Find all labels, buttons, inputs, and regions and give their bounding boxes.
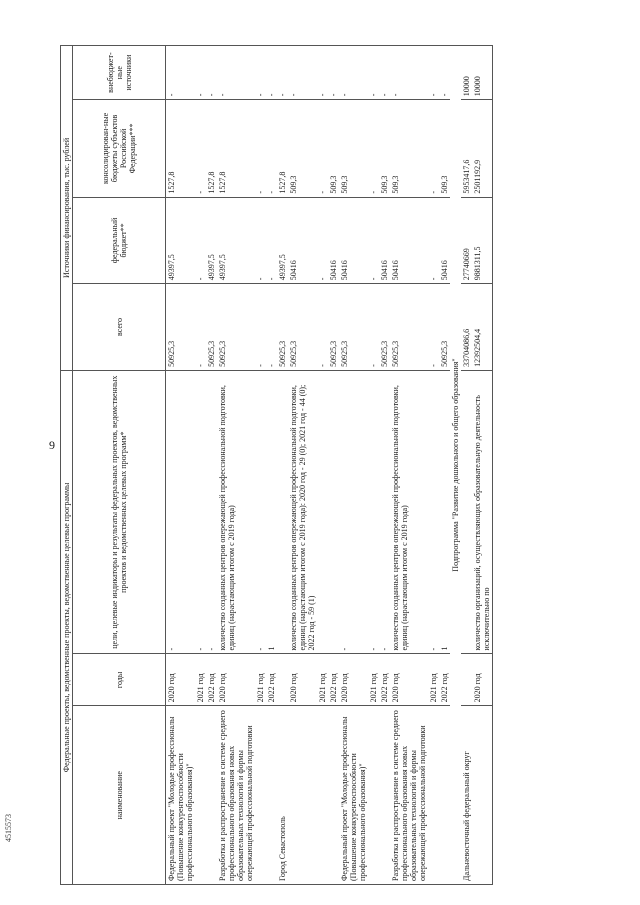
table-cell-year: 2022 год [328, 654, 339, 706]
table-cell-federal: - [317, 197, 328, 284]
table-cell-year: 2021 год [368, 654, 379, 706]
table-cell-total: 50925,3 [277, 284, 288, 371]
table-cell-year: 2022 год [266, 654, 277, 706]
table-cell-total: 50925,3 [439, 284, 450, 371]
table-cell-year: 2020 год [472, 654, 493, 706]
table-cell-total: - [195, 284, 206, 371]
table-cell-name [317, 706, 328, 885]
table-cell-goal [328, 370, 339, 654]
table-cell-total: 50925,3 [390, 284, 428, 371]
table-cell-offb: - [288, 46, 317, 100]
table-cell-offb: - [217, 46, 255, 100]
table-cell-federal: 49397,5 [217, 197, 255, 284]
table-row [206, 46, 217, 885]
col-header-total: всего [73, 284, 166, 371]
table-cell-goal: 1 [439, 370, 450, 654]
group-header-financing: Источники финансирования, тыс. рублей [61, 46, 73, 371]
table-cell-name [255, 706, 266, 885]
table-cell-goal: количество созданных центров опережающей профессиональной подготовки, единиц (нарастающим итогом с 2019 года): 2020 год - 29 (0); 2021 год - 44 (0); 2022 год - 59 (1) [288, 370, 317, 654]
table-cell-offb: - [428, 46, 439, 100]
table-row [379, 46, 390, 885]
table-cell-name [472, 706, 493, 885]
table-cell-total: - [368, 284, 379, 371]
col-header-years: годы [73, 654, 166, 706]
table-cell-year: 2020 год [217, 654, 255, 706]
table-cell-offb: - [195, 46, 206, 100]
financing-table [60, 45, 493, 885]
table-cell-federal: 9881311,5 [472, 197, 493, 284]
table-cell-year: 2021 год [255, 654, 266, 706]
subprogram-title: Подпрограмма "Развитие дошкольного и общего образования" [450, 46, 461, 885]
table-cell-year: 2021 год [428, 654, 439, 706]
table-cell-federal: - [428, 197, 439, 284]
table-cell-year: 2021 год [317, 654, 328, 706]
table-cell-name [379, 706, 390, 885]
table-cell-regional: 509,3 [390, 100, 428, 197]
table-cell-offb: - [277, 46, 288, 100]
table-row [439, 46, 450, 885]
table-cell-year [277, 654, 288, 706]
table-cell-goal: - [195, 370, 206, 654]
table-cell-federal: 50416 [390, 197, 428, 284]
table-row [390, 46, 428, 885]
table-cell-regional: - [368, 100, 379, 197]
table-cell-federal: 50416 [288, 197, 317, 284]
table-cell-regional: - [317, 100, 328, 197]
table-cell-name: Федеральный проект "Молодые профессионалы (Повышение конкурентоспособности профессионального образования)" [166, 706, 196, 885]
table-cell-regional: 1527,8 [277, 100, 288, 197]
table-cell-offb: - [328, 46, 339, 100]
table-row [166, 46, 196, 885]
table-row [461, 46, 472, 885]
subprogram-row [450, 46, 461, 885]
table-cell-offb: - [317, 46, 328, 100]
table-cell-federal: 49397,5 [277, 197, 288, 284]
table-row [472, 46, 493, 885]
table-cell-goal [277, 370, 288, 654]
table-cell-year: 2021 год [195, 654, 206, 706]
table-row [368, 46, 379, 885]
table-cell-offb: - [439, 46, 450, 100]
table-cell-goal: - [339, 370, 368, 654]
table-cell-total: - [428, 284, 439, 371]
table-cell-federal: 49397,5 [206, 197, 217, 284]
table-cell-offb: - [266, 46, 277, 100]
table-cell-federal: - [195, 197, 206, 284]
table-cell-name: Федеральный проект "Молодые профессионалы (Повышение конкурентоспособности профессионального образования)" [339, 706, 368, 885]
table-row [217, 46, 255, 885]
col-header-goals: цели, целевые индикаторы и результаты федеральных проектов, ведомственных проектов и ведомственных целевых программ* [73, 370, 166, 654]
table-cell-year: 2020 год [288, 654, 317, 706]
document-stamp: 4515573 [4, 814, 13, 842]
table-cell-federal: 27740669 [461, 197, 472, 284]
table-cell-federal: - [266, 197, 277, 284]
table-cell-regional: - [266, 100, 277, 197]
table-cell-name: Дальневосточный федеральный округ [461, 706, 472, 885]
table-cell-regional: 509,3 [288, 100, 317, 197]
table-cell-total: 12392504,4 [472, 284, 493, 371]
table-cell-total: 33704086,6 [461, 284, 472, 371]
table-cell-name [328, 706, 339, 885]
table-cell-goal: - [428, 370, 439, 654]
table-cell-regional: 509,3 [339, 100, 368, 197]
table-cell-federal: 49397,5 [166, 197, 196, 284]
table-cell-regional: 509,3 [379, 100, 390, 197]
table-cell-offb: - [379, 46, 390, 100]
table-cell-year [461, 654, 472, 706]
table-cell-regional: 2501192,9 [472, 100, 493, 197]
table-cell-offb: - [166, 46, 196, 100]
table-cell-offb: - [390, 46, 428, 100]
table-wrapper [60, 45, 635, 885]
table-cell-offb: - [206, 46, 217, 100]
table-cell-year: 2020 год [339, 654, 368, 706]
table-cell-goal: - [166, 370, 196, 654]
table-cell-goal [317, 370, 328, 654]
table-cell-regional: 509,3 [328, 100, 339, 197]
table-cell-name [288, 706, 317, 885]
table-cell-total: 50925,3 [206, 284, 217, 371]
col-header-regional: консолидирован-ные бюджеты субъектов Российской Федерации*** [73, 100, 166, 197]
table-cell-federal: 50416 [379, 197, 390, 284]
table-cell-offb: - [368, 46, 379, 100]
table-cell-offb: - [339, 46, 368, 100]
table-cell-offb: - [255, 46, 266, 100]
table-cell-name [368, 706, 379, 885]
table-row [266, 46, 277, 885]
table-cell-name [266, 706, 277, 885]
table-cell-regional: 5953417,6 [461, 100, 472, 197]
table-cell-total: 50925,3 [288, 284, 317, 371]
table-cell-goal: - [379, 370, 390, 654]
table-cell-goal: - [255, 370, 266, 654]
group-header-projects: Федеральные проекты, ведомственные проекты, ведомственные целевые программы [61, 370, 73, 884]
table-cell-regional: - [428, 100, 439, 197]
table-cell-name [439, 706, 450, 885]
table-cell-name [428, 706, 439, 885]
table-cell-name: Город Севастополь [277, 706, 288, 885]
page-number: 9 [49, 438, 55, 452]
table-row [195, 46, 206, 885]
table-cell-federal: - [255, 197, 266, 284]
table-cell-total: - [266, 284, 277, 371]
table-row [277, 46, 288, 885]
table-cell-regional: 1527,8 [166, 100, 196, 197]
col-header-federal: федеральный бюджет** [73, 197, 166, 284]
table-cell-total: - [255, 284, 266, 371]
table-cell-regional: - [195, 100, 206, 197]
table-cell-year: 2022 год [439, 654, 450, 706]
table-cell-regional: 509,3 [439, 100, 450, 197]
table-cell-federal: 50416 [328, 197, 339, 284]
table-row [328, 46, 339, 885]
table-cell-total: 50925,3 [379, 284, 390, 371]
table-row [428, 46, 439, 885]
table-cell-goal [461, 370, 472, 654]
table-cell-federal: 50416 [439, 197, 450, 284]
table-cell-total: 50925,3 [217, 284, 255, 371]
table-cell-year: 2022 год [206, 654, 217, 706]
table-cell-goal: количество организаций, осуществляющих образовательную деятельность исключительно по [472, 370, 493, 654]
table-cell-goal: - [206, 370, 217, 654]
table-cell-goal: количество созданных центров опережающей профессиональной подготовки, единиц (нарастающим итогом с 2019 года) [217, 370, 255, 654]
table-cell-total: 50925,3 [339, 284, 368, 371]
col-header-offbudget: внебюджет-ные источники [73, 46, 166, 100]
table-body [166, 46, 493, 885]
col-header-name: наименование [73, 706, 166, 885]
table-cell-total: - [317, 284, 328, 371]
table-cell-name [195, 706, 206, 885]
table-cell-name: Разработка и распространение в системе среднего профессионального образования новых образовательных технологий и формы опережающей профессиональной подготовки [390, 706, 428, 885]
table-cell-total: 50925,3 [166, 284, 196, 371]
table-cell-regional: - [255, 100, 266, 197]
table-row [339, 46, 368, 885]
table-cell-year: 2022 год [379, 654, 390, 706]
table-cell-offb: 10000 [472, 46, 493, 100]
table-row [317, 46, 328, 885]
table-cell-regional: 1527,8 [206, 100, 217, 197]
table-cell-name: Разработка и распространение в системе среднего профессионального образования новых образовательных технологий и формы опережающей профессиональной подготовки [217, 706, 255, 885]
table-cell-offb: 10000 [461, 46, 472, 100]
table-cell-goal: количество созданных центров опережающей профессиональной подготовки, единиц (нарастающим итогом с 2019 года) [390, 370, 428, 654]
table-cell-goal: 1 [266, 370, 277, 654]
table-cell-name [206, 706, 217, 885]
table-cell-federal: 50416 [339, 197, 368, 284]
table-cell-regional: 1527,8 [217, 100, 255, 197]
table-cell-year: 2020 год [166, 654, 196, 706]
table-cell-federal: - [368, 197, 379, 284]
table-row [255, 46, 266, 885]
table-cell-year: 2020 год [390, 654, 428, 706]
rotated-sheet [60, 45, 635, 885]
table-cell-goal: - [368, 370, 379, 654]
table-cell-total: 50925,3 [328, 284, 339, 371]
table-row [288, 46, 317, 885]
